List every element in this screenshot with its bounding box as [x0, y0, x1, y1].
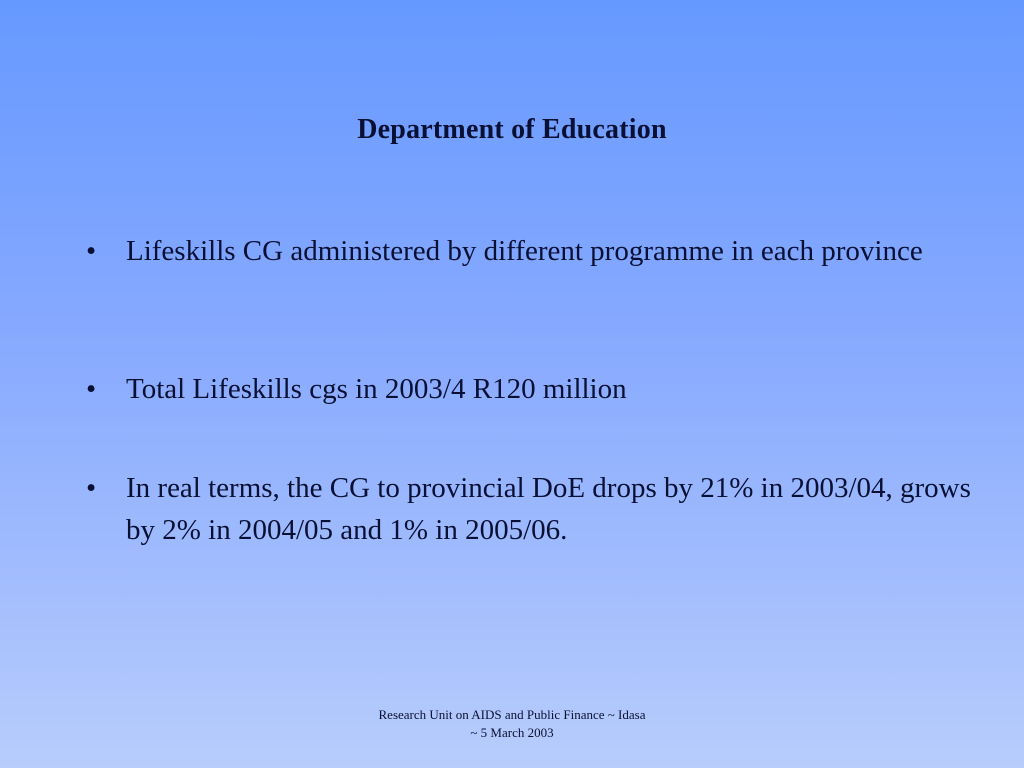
- footer-line-2: ~ 5 March 2003: [470, 725, 554, 740]
- footer-line-1: Research Unit on AIDS and Public Finance ~ Idasa: [378, 707, 646, 722]
- bullet-icon: •: [86, 235, 97, 267]
- bullet-text: Lifeskills CG administered by different programme in each province: [126, 235, 923, 267]
- bullet-text: Total Lifeskills cgs in 2003/4 R120 million: [126, 373, 627, 405]
- slide-title: Department of Education: [357, 114, 667, 145]
- bullet-item: [86, 467, 1006, 551]
- bullet-text: In real terms, the CG to provincial DoE drops by 21% in 2003/04, grows by 2% in 2004/05 and 1% in 2005/06.: [126, 472, 971, 546]
- bullet-icon: •: [86, 472, 97, 504]
- bullet-item: [86, 368, 1006, 410]
- bullet-icon: •: [86, 373, 97, 405]
- slide-footer: [0, 706, 1024, 742]
- bullet-item: [86, 230, 1006, 272]
